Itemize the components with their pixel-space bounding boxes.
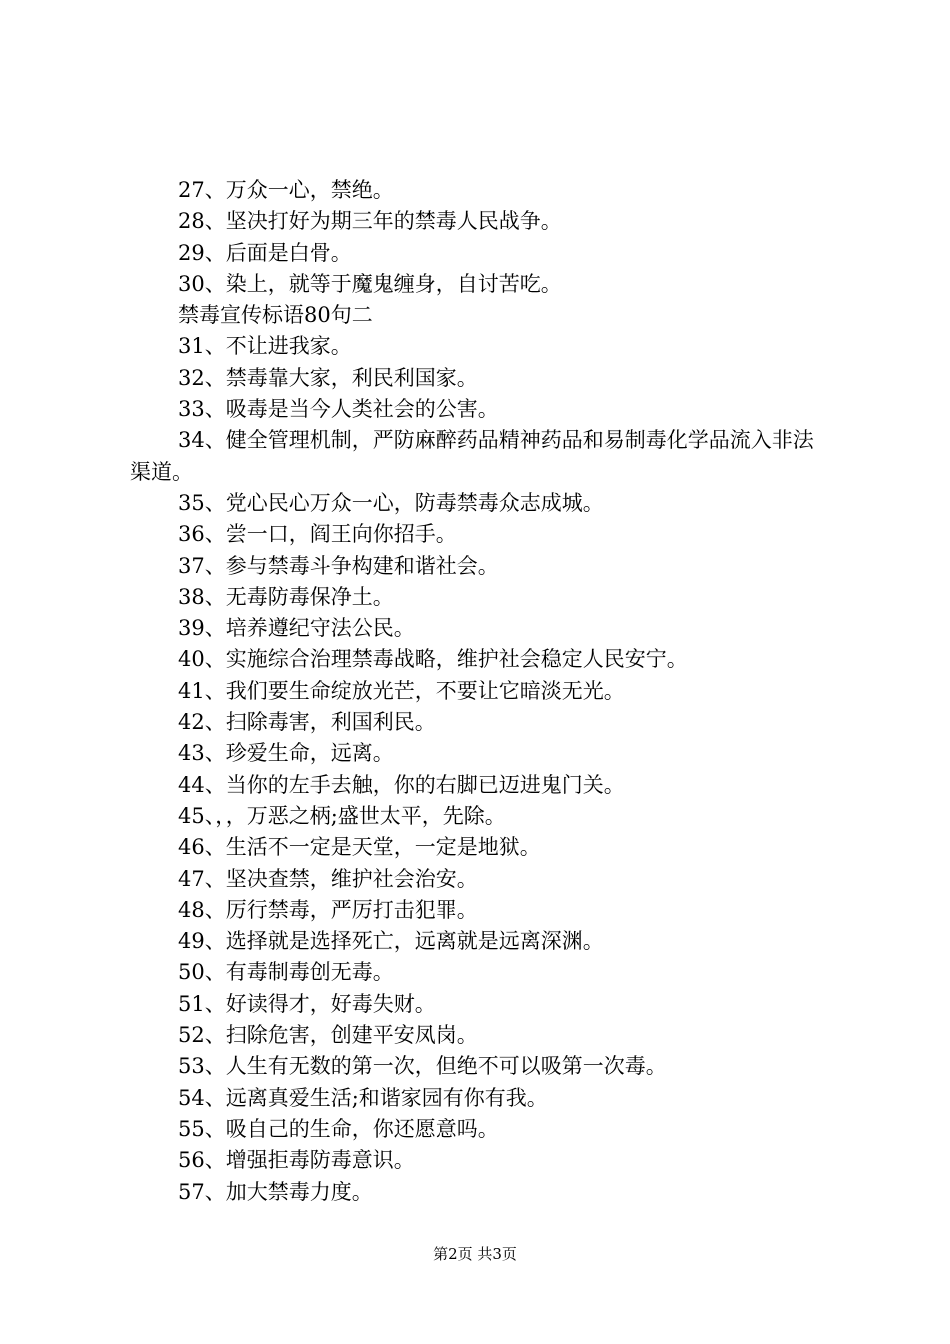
- section-heading: 禁毒宣传标语80句二: [178, 303, 373, 328]
- list-item: 47、坚决查禁，维护社会治安。: [178, 866, 478, 891]
- list-item: 44、当你的左手去触，你的右脚已迈进鬼门关。: [178, 772, 625, 797]
- list-item: 32、禁毒靠大家，利民利国家。: [178, 365, 478, 390]
- list-item: 49、选择就是选择死亡，远离就是远离深渊。: [178, 929, 604, 954]
- list-item: 45、，，万恶之柄;盛世太平，先除。: [178, 803, 506, 828]
- list-item: 31、不让进我家。: [178, 334, 352, 359]
- list-item: 28、坚决打好为期三年的禁毒人民战争。: [178, 209, 562, 234]
- list-item: 42、扫除毒害，利国利民。: [178, 710, 436, 735]
- list-item: 52、扫除危害，创建平安凤岗。: [178, 1023, 478, 1048]
- list-item: 36、尝一口，阎王向你招手。: [178, 522, 457, 547]
- list-item: 46、生活不一定是天堂，一定是地狱。: [178, 835, 541, 860]
- list-item: 54、远离真爱生活;和谐家园有你有我。: [178, 1085, 548, 1110]
- list-item: 33、吸毒是当今人类社会的公害。: [178, 397, 499, 422]
- list-item: 56、增强拒毒防毒意识。: [178, 1148, 415, 1173]
- list-item: 27、万众一心，禁绝。: [178, 178, 394, 202]
- list-item: 40、实施综合治理禁毒战略，维护社会稳定人民安宁。: [178, 647, 688, 672]
- slogan-list: [130, 175, 830, 1208]
- list-item: 53、人生有无数的第一次，但绝不可以吸第一次毒。: [178, 1054, 667, 1079]
- list-item: 50、有毒制毒创无毒。: [178, 960, 394, 985]
- list-item: 51、好读得才，好毒失财。: [178, 991, 436, 1016]
- list-item: 43、珍爱生命，远离。: [178, 741, 394, 766]
- list-item: 41、我们要生命绽放光芒，不要让它暗淡无光。: [178, 678, 625, 703]
- list-item: 34、健全管理机制，严防麻醉药品精神药品和易制毒化学品流入非法渠道。: [130, 428, 814, 484]
- list-item: 29、后面是白骨。: [178, 240, 352, 265]
- list-item: 57、加大禁毒力度。: [178, 1179, 373, 1204]
- list-item: 30、染上，就等于魔鬼缠身，自讨苦吃。: [178, 271, 562, 296]
- page-footer: 第2页 共3页: [433, 1245, 517, 1263]
- list-item: 35、党心民心万众一心，防毒禁毒众志成城。: [178, 490, 604, 515]
- list-item: 55、吸自己的生命，你还愿意吗。: [178, 1116, 499, 1141]
- list-item: 37、参与禁毒斗争构建和谐社会。: [178, 553, 499, 578]
- list-item: 39、培养遵纪守法公民。: [178, 616, 415, 641]
- list-item: 38、无毒防毒保净土。: [178, 584, 394, 609]
- list-item: 48、厉行禁毒，严厉打击犯罪。: [178, 897, 478, 922]
